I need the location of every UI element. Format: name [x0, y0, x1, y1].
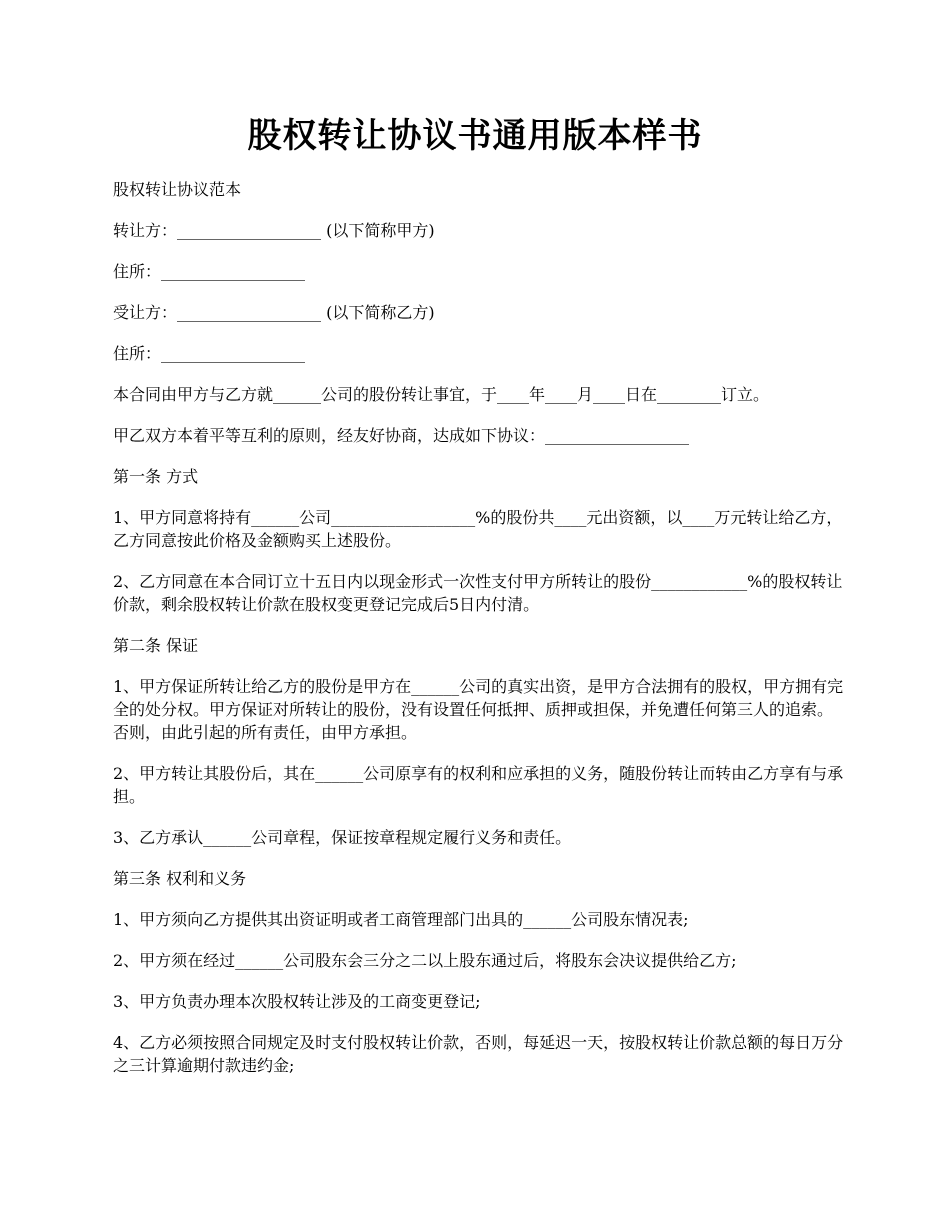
article-1-clause-2: 2、乙方同意在本合同订立十五日内以现金形式一次性支付甲方所转让的股份____________%的股权转让价款，剩余股权转让价款在股权变更登记完成后5日内付清。 [113, 572, 843, 614]
contract-intro-paragraph: 本合同由甲方与乙方就______公司的股份转让事宜，于____年____月____日在________订立。 [113, 385, 770, 404]
document-body [113, 178, 848, 1095]
document-title: 股权转让协议书通用版本样书 [247, 116, 703, 156]
article-2-clause-3: 3、乙方承认______公司章程，保证按章程规定履行义务和责任。 [113, 828, 572, 847]
article-3-clause-3: 3、甲方负责办理本次股权转让涉及的工商变更登记; [113, 992, 481, 1011]
article-2-clause-2: 2、甲方转让其股份后，其在______公司原享有的权利和应承担的义务，随股份转让而转由乙方享有与承担。 [113, 764, 844, 806]
article-3-clause-4: 4、乙方必须按照合同规定及时支付股权转让价款，否则，每延迟一天，按股权转让价款总额的每日万分之三计算逾期付款违约金; [113, 1033, 844, 1075]
transferee-line: 受让方：__________________ (以下简称乙方) [113, 303, 435, 322]
article-1-clause-1: 1、甲方同意将持有______公司__________________%的股份共____元出资额，以____万元转让给乙方，乙方同意按此价格及金额购买上述股份。 [113, 508, 843, 550]
article-3-clause-2: 2、甲方须在经过______公司股东会三分之二以上股东通过后，将股东会决议提供给乙方; [113, 951, 737, 970]
agreement-principle-paragraph: 甲乙双方本着平等互利的原则，经友好协商，达成如下协议：__________________ [113, 426, 690, 445]
article-2-heading: 第二条 保证 [113, 636, 199, 655]
article-2-clause-1: 1、甲方保证所转让给乙方的股份是甲方在______公司的真实出资，是甲方合法拥有的股权，甲方拥有完全的处分权。甲方保证对所转让的股份，没有设置任何抵押、质押或担保，并免遭任何第三人的追索。否则，由此引起的所有责任，由甲方承担。 [113, 677, 844, 742]
article-1-heading: 第一条 方式 [113, 467, 199, 486]
article-3-heading: 第三条 权利和义务 [113, 869, 247, 888]
transferee-address-line: 住所：__________________ [113, 344, 306, 363]
article-3-clause-1: 1、甲方须向乙方提供其出资证明或者工商管理部门出具的______公司股东情况表; [113, 910, 689, 929]
transferor-address-line: 住所：__________________ [113, 262, 306, 281]
transferor-line: 转让方：__________________ (以下简称甲方) [113, 221, 435, 240]
doc-subtitle: 股权转让协议范本 [113, 180, 242, 199]
